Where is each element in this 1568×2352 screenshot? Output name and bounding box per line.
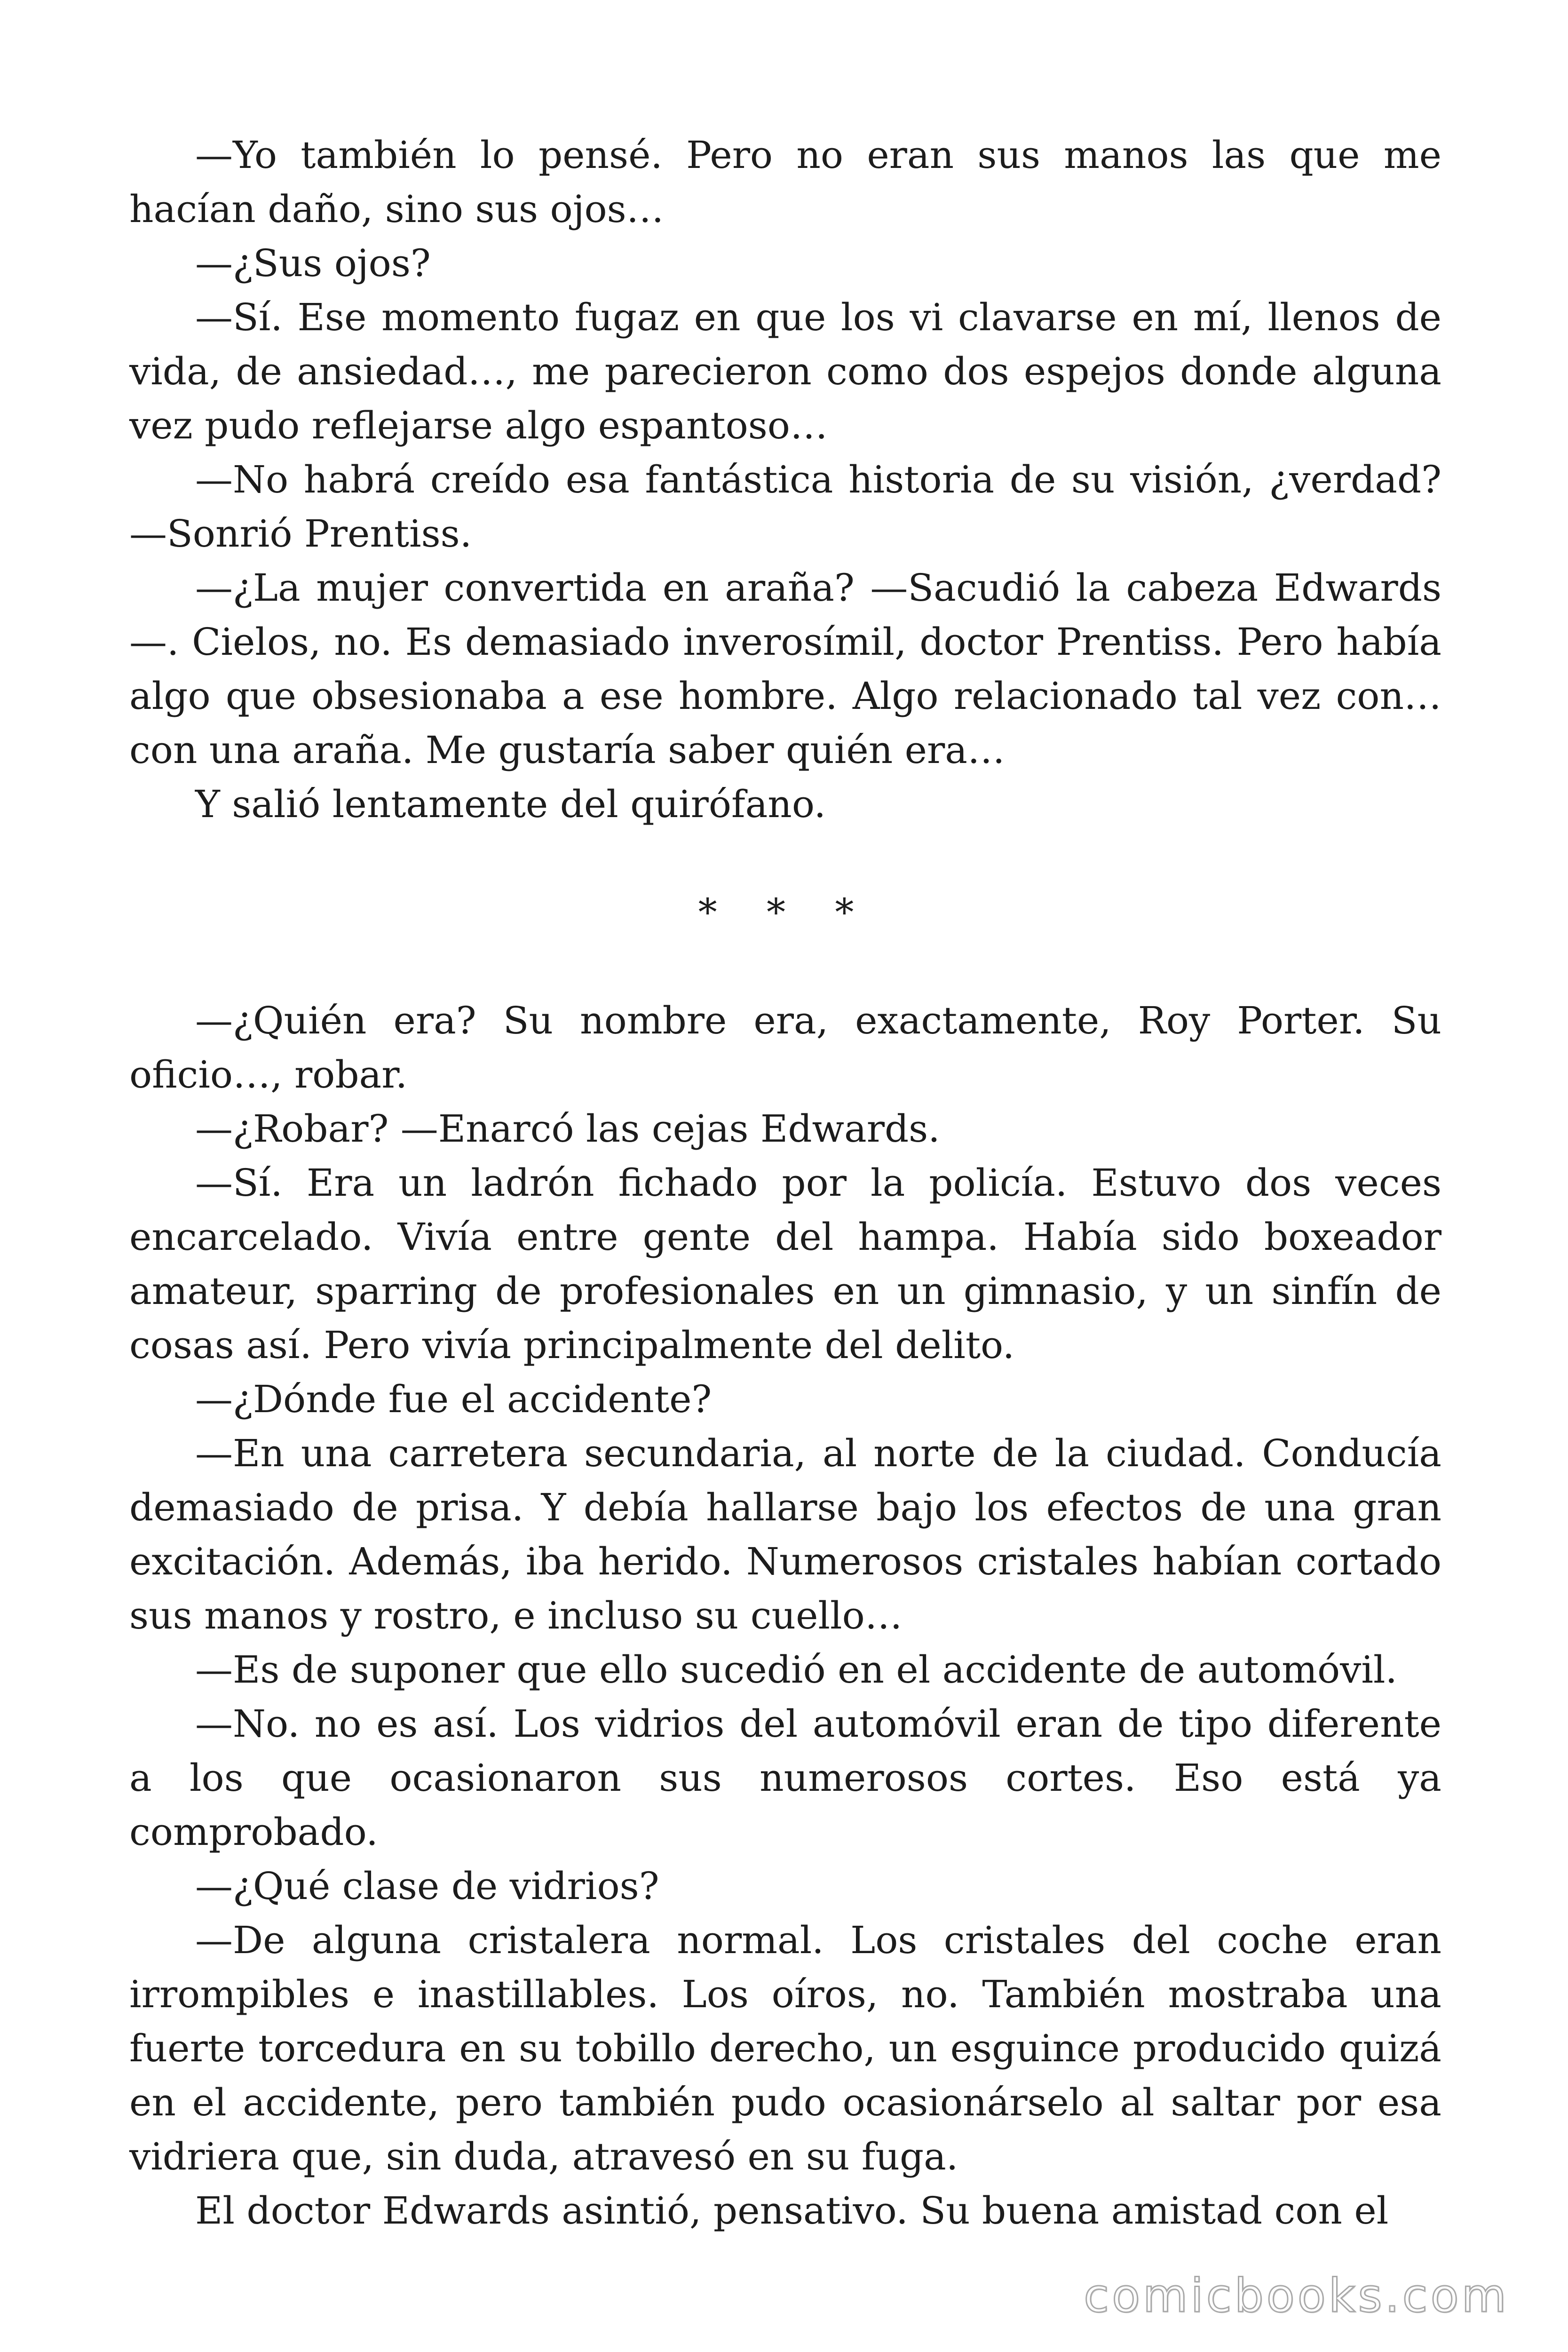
paragraph: —¿Dónde fue el accidente? xyxy=(195,1377,712,1421)
paragraph: El doctor Edwards asintió, pensativo. Su buena amistad con el xyxy=(195,2189,1389,2233)
paragraph: —¿Robar? —Enarcó las cejas Edwards. xyxy=(195,1107,940,1151)
paragraph: —De alguna cristalera normal. Los cristales del coche eran irrompibles e inastillables. Los oíros, no. También mostraba una fuerte torcedura en su tobillo derecho, un esguince producido quizá en el accidente, pero también pudo ocasionárselo al saltar por esa vidriera que, sin duda, atravesó en su fuga. xyxy=(129,1918,1441,2178)
paragraph: —¿Sus ojos? xyxy=(195,241,431,285)
page-body xyxy=(129,128,1441,2238)
paragraph: —No habrá creído esa fantástica historia de su visión, ¿verdad? —Sonrió Prentiss. xyxy=(129,458,1441,556)
paragraph: —Yo también lo pensé. Pero no eran sus manos las que me hacían daño, sino sus ojos… xyxy=(129,133,1441,231)
paragraph: Y salió lentamente del quirófano. xyxy=(195,782,826,826)
watermark: comicbooks.com xyxy=(1084,2269,1509,2323)
paragraph: —En una carretera secundaria, al norte de la ciudad. Conducía demasiado de prisa. Y debía hallarse bajo los efectos de una gran excitación. Además, iba herido. Numerosos cristales habían cortado sus manos y rostro, e incluso su cuello… xyxy=(129,1431,1441,1637)
scene-break: * * * xyxy=(698,890,873,934)
paragraph: —No. no es así. Los vidrios del automóvil eran de tipo diferente a los que ocasionaron sus numerosos cortes. Eso está ya comprobado. xyxy=(129,1702,1441,1854)
paragraph: —¿Qué clase de vidrios? xyxy=(195,1864,659,1908)
paragraph: —Es de suponer que ello sucedió en el accidente de automóvil. xyxy=(195,1648,1397,1692)
paragraph: —¿La mujer convertida en araña? —Sacudió la cabeza Edwards —. Cielos, no. Es demasiado inverosímil, doctor Prentiss. Pero había algo que obsesionaba a ese hombre. Algo relacionado tal vez con… con una araña. Me gustaría saber quién era… xyxy=(129,566,1441,772)
paragraph: —Sí. Era un ladrón fichado por la policía. Estuvo dos veces encarcelado. Vivía entre gente del hampa. Había sido boxeador amateur, sparring de profesionales en un gimnasio, y un sinfín de cosas así. Pero vivía principalmente del delito. xyxy=(129,1161,1441,1367)
paragraph: —Sí. Ese momento fugaz en que los vi clavarse en mí, llenos de vida, de ansiedad…, me parecieron como dos espejos donde alguna vez pudo reflejarse algo espantoso… xyxy=(129,295,1441,447)
paragraph: —¿Quién era? Su nombre era, exactamente, Roy Porter. Su oficio…, robar. xyxy=(129,999,1441,1097)
